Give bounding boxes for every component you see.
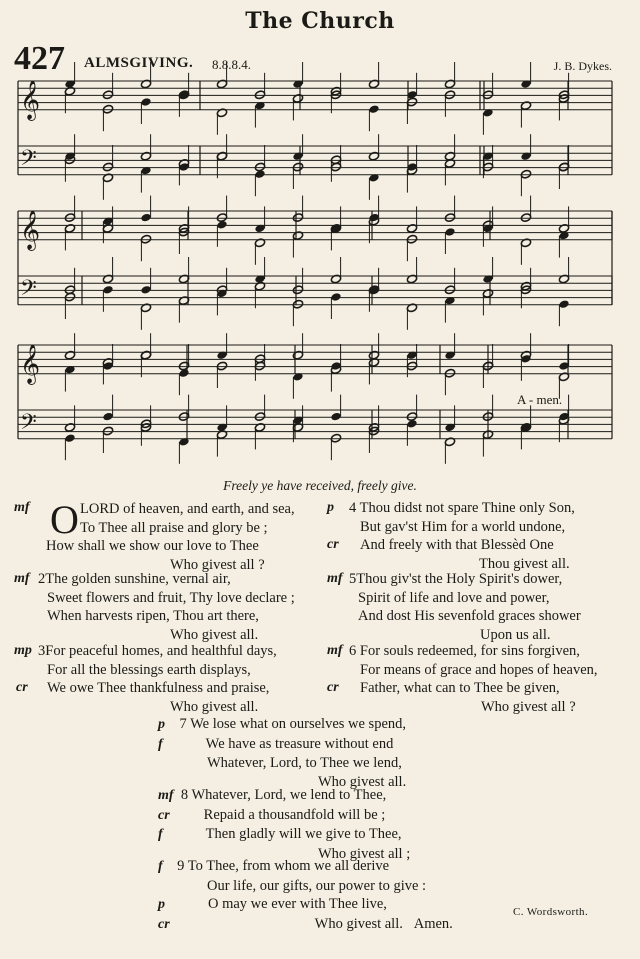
verse-number: 5 (349, 571, 357, 587)
drop-cap: O (50, 497, 79, 542)
bass-clef: 𝄢 (20, 276, 37, 306)
note-head (330, 155, 341, 165)
verse-line: 3For peaceful homes, and healthful days, (38, 643, 277, 659)
verse-line: When harvests ripen, Thou art there, (47, 608, 259, 625)
verse-number: 7 (179, 716, 187, 732)
author-credit: C. Wordsworth. (513, 906, 589, 918)
verse-line: For all the blessings earth displays, (47, 661, 251, 678)
verse-4 (349, 499, 575, 573)
verse-line: How shall we show our love to Thee (46, 538, 259, 554)
dynamic-mark: mf (14, 500, 30, 515)
note-head (140, 285, 151, 295)
note-head (140, 213, 151, 223)
note-head (444, 285, 455, 295)
note-head (520, 213, 531, 223)
treble-clef: 𝄞 (20, 80, 41, 120)
note-head (292, 162, 303, 172)
note-head (254, 162, 265, 172)
verse-line: cr Who givest all. Amen. (158, 915, 453, 932)
verse-line: LORD of heaven, and earth, and sea, (80, 501, 295, 517)
verse-number: 3 (38, 643, 46, 659)
verse-line: p O may we ever with Thee live, (158, 896, 387, 913)
verse-line: Who givest all. (170, 626, 259, 643)
verse-line: Who givest all ? (481, 698, 576, 715)
tune-name: ALMSGIVING. (84, 55, 194, 71)
dynamic-mark: p (327, 500, 334, 515)
verse-line: For means of grace and hopes of heaven, (360, 661, 598, 678)
dynamic-mark: mf (327, 571, 343, 586)
dynamic-mark: cr (327, 680, 339, 695)
note-head (178, 412, 189, 422)
verse-line: Upon us all. (480, 626, 551, 643)
verse-9 (158, 857, 453, 934)
verse-line: f 9 To Thee, from whom we all derive (158, 858, 390, 874)
hymn-subtitle: Freely ye have received, freely give. (223, 478, 417, 493)
verse-line: Thou givest all. (479, 555, 570, 572)
verse-line: 2The golden sunshine, vernal air, (38, 571, 231, 587)
verse-line: mf 8 Whatever, Lord, we lend to Thee, (158, 787, 387, 803)
note-head (102, 285, 113, 295)
verse-1 (80, 500, 295, 537)
note-head (216, 361, 227, 371)
note-head (330, 412, 341, 422)
dynamic-mark: mp (14, 643, 32, 658)
verse-number: 8 (180, 787, 189, 803)
verse-6 (349, 642, 598, 716)
note-head (64, 292, 75, 302)
note-head (254, 90, 265, 100)
note-head (558, 299, 569, 309)
note-head (102, 90, 113, 100)
verse-line: Who givest all ? (170, 556, 265, 573)
verse-line: And freely with that Blessèd One (360, 537, 554, 554)
dynamic-mark: mf (14, 571, 30, 586)
verse-line: We owe Thee thankfulness and praise, (47, 680, 270, 697)
verse-line: Spirit of life and love and power, (358, 589, 550, 606)
dynamic-mark: mf (327, 643, 343, 658)
verse-5 (349, 570, 581, 644)
note-head (520, 169, 531, 179)
note-head (254, 412, 265, 422)
meter: 8.8.8.4. (212, 57, 251, 72)
verse-line: 6 For souls redeemed, for sins forgiven, (349, 643, 580, 659)
composer: J. B. Dykes. (553, 59, 612, 73)
note-head (178, 368, 189, 378)
hymn-number: 427 (14, 40, 65, 77)
verse-line: 5Thou giv'st the Holy Spirit's dower, (349, 571, 563, 587)
note-head (444, 368, 455, 378)
note-head (444, 213, 455, 223)
note-head (140, 234, 151, 244)
bass-clef: 𝄢 (20, 146, 37, 176)
note-head (102, 426, 113, 436)
note-head (292, 299, 303, 309)
verse-line: Who givest all ; (318, 845, 411, 862)
verse-line: Our life, our gifts, our power to give : (207, 877, 427, 894)
verse-3 (38, 642, 277, 716)
note-head (216, 220, 227, 230)
verse-number: 4 (349, 500, 357, 516)
note-head (368, 104, 379, 114)
verse-line: p 7 We lose what on ourselves we spend, (158, 716, 407, 732)
note-head (330, 292, 341, 302)
verse-1-cont (46, 537, 265, 574)
note-head (292, 285, 303, 295)
note-head (254, 354, 265, 364)
dynamic-mark: cr (327, 537, 339, 552)
note-head (406, 412, 417, 422)
verse-line: Who givest all. (318, 773, 407, 790)
verse-line: To Thee all praise and glory be ; (80, 519, 268, 536)
note-head (102, 104, 113, 114)
note-head (140, 97, 151, 107)
note-head (444, 227, 455, 237)
treble-clef: 𝄞 (20, 210, 41, 250)
note-head (444, 90, 455, 100)
verse-2 (38, 570, 295, 644)
verse-line: Who givest all. (170, 698, 259, 715)
verse-number: 2 (38, 571, 46, 587)
amen-text: Amen. (413, 915, 453, 932)
dynamic-mark: cr (16, 680, 28, 695)
note-head (292, 213, 303, 223)
note-head (102, 162, 113, 172)
treble-clef: 𝄞 (20, 344, 41, 384)
verse-line: Whatever, Lord, to Thee we lend, (207, 755, 402, 772)
note-head (216, 213, 227, 223)
note-head (254, 169, 265, 179)
verse-line: f We have as treasure without end (158, 735, 394, 752)
note-head (64, 433, 75, 443)
verse-line: 4 Thou didst not spare Thine only Son, (349, 500, 575, 516)
verse-line: Father, what can to Thee be given, (360, 680, 560, 697)
verse-8 (158, 786, 411, 863)
verse-number: 9 (177, 858, 185, 874)
verse-line: cr Repaid a thousandfold will be ; (158, 806, 386, 823)
verse-line: f Then gladly will we give to Thee, (158, 826, 402, 843)
verse-line: And dost His sevenfold graces shower (358, 608, 581, 625)
note-head (330, 433, 341, 443)
note-head (406, 361, 417, 371)
note-head (102, 412, 113, 422)
note-head (64, 213, 75, 223)
note-head (406, 419, 417, 429)
page-header-title: The Church (245, 8, 395, 34)
amen-label: A - men. (517, 392, 563, 407)
verse-number: 6 (349, 643, 357, 659)
verse-line: Sweet flowers and fruit, Thy love declare ; (47, 589, 295, 606)
bass-clef: 𝄢 (20, 410, 37, 440)
note-head (178, 361, 189, 371)
note-head (406, 234, 417, 244)
verse-7 (158, 715, 406, 791)
verse-line: But gav'st Him for a world undone, (360, 518, 566, 535)
